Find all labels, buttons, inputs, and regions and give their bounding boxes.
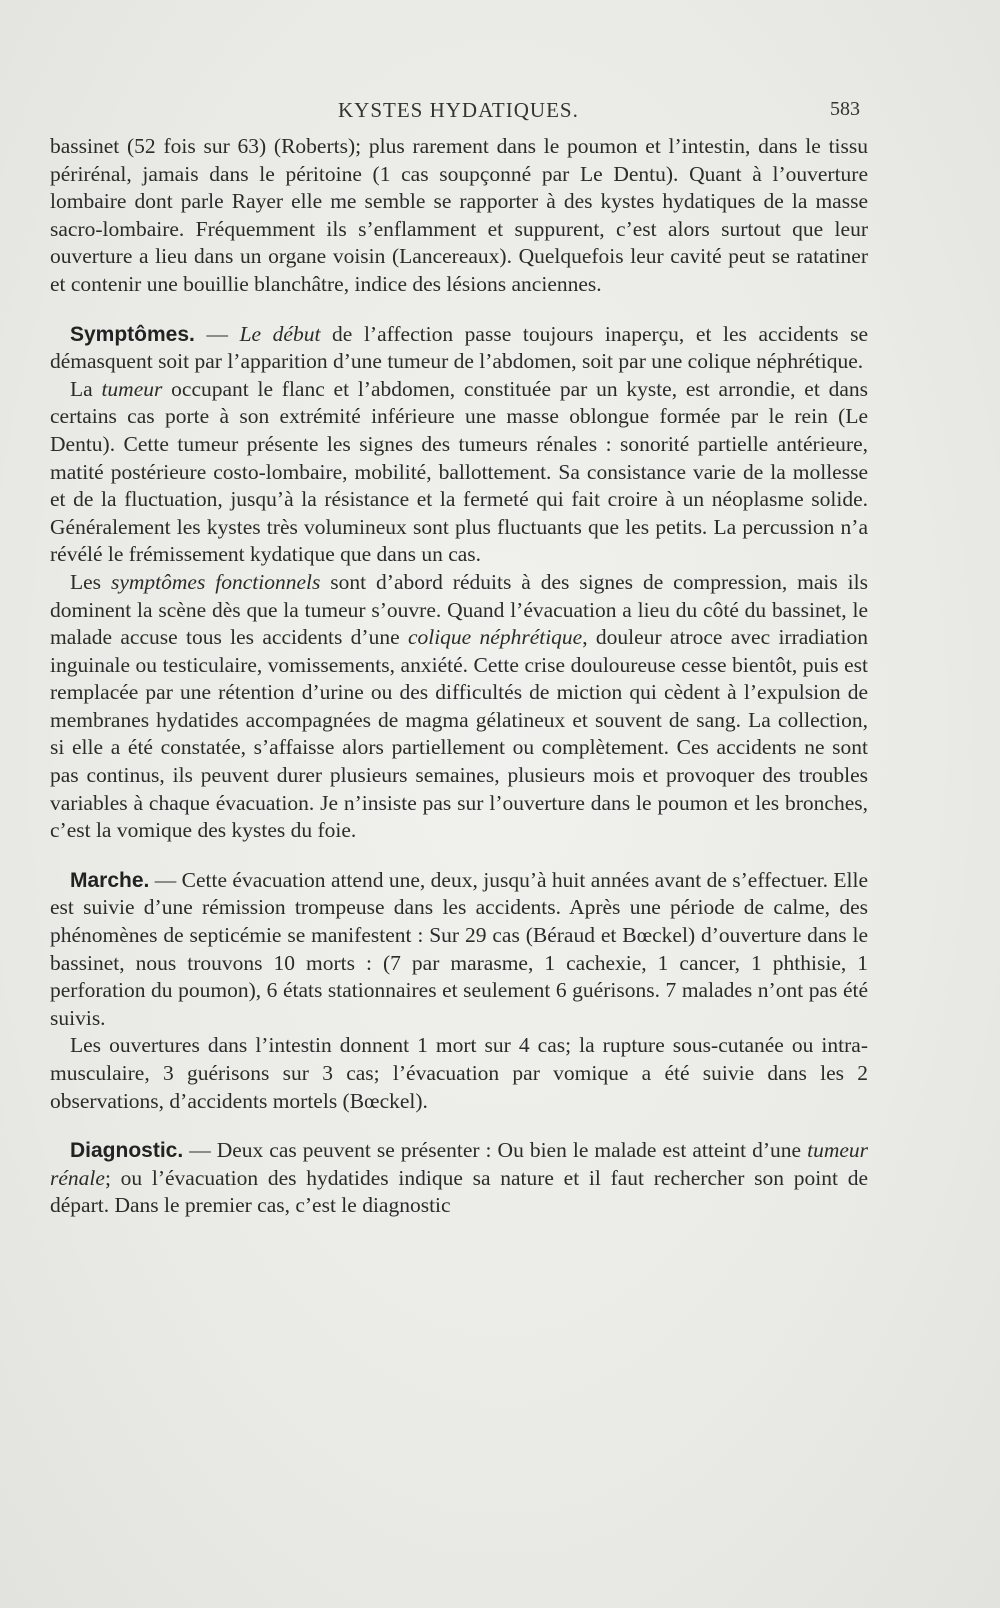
paragraph-tumeur — [50, 376, 868, 569]
page-number: 583 — [830, 98, 860, 120]
em-dash: — — [183, 1138, 217, 1163]
italic-term: tumeur — [101, 376, 163, 401]
section-heading-marche: Marche. — [70, 868, 150, 892]
paragraph-text: de l’affection passe toujours inaperçu, et les accidents se démasquent soit par l’apparition d’une tumeur de l’abdomen, soit par une colique néphrétique. — [50, 321, 868, 374]
em-dash: — — [149, 867, 182, 892]
section-heading-symptomes: Symptômes. — [70, 322, 195, 346]
running-header — [0, 98, 1000, 128]
em-dash: — — [194, 321, 240, 346]
paragraph-text: La — [70, 376, 102, 401]
paragraph-text: sont d’abord réduits à des signes de compression, mais ils dominent la scène dès que la tumeur s’ouvre. Quand l’évacuation a lieu du côté du bassinet, le malade accuse tous les accidents d’une — [50, 569, 868, 650]
italic-term: tumeur rénale — [50, 1138, 869, 1190]
italic-term: Le début — [239, 321, 321, 346]
paragraph-text: , douleur atroce avec irradiation inguinale ou testiculaire, vomissements, anxiété. Cette crise douloureuse cesse bientôt, puis est remplacée par une rétention d’urine ou des difficultés de miction qui cèdent à l’expulsion de membranes hydatides accompagnées de magma gélatineux et souvent de sang. La collection, si elle a été constatée, s’affaisse alors partiellement ou complètement. Ces accidents ne sont pas continus, ils peuvent durer plusieurs semaines, plusieurs mois et provoquer des troubles variables à chaque évacuation. Je n’insiste pas sur l’ouverture dans le poumon et les bronches, c’est la vomique des kystes du foie. — [50, 625, 868, 843]
paragraph-text: ; ou l’évacuation des hydatides indique sa nature et il faut rechercher son point de départ. Dans le premier cas, c’est le diagnostic — [50, 1165, 868, 1218]
italic-term: symptômes fonctionnels — [110, 569, 321, 594]
italic-term: colique néphrétique — [407, 625, 583, 650]
running-title: KYSTES HYDATIQUES. — [338, 98, 579, 122]
paragraph-fonctionnels — [50, 569, 868, 845]
paragraph-text: Deux cas peuvent se présenter : Ou bien le malade est atteint d’une — [216, 1138, 808, 1163]
section-heading-diagnostic: Diagnostic. — [70, 1139, 184, 1163]
section-diagnostic — [50, 1137, 868, 1220]
body-text — [50, 133, 868, 1220]
section-symptomes — [50, 321, 868, 376]
paragraph-text: Les — [70, 569, 111, 594]
paragraph-text: Cette évacuation attend une, deux, jusqu’à huit années avant de s’effectuer. Elle est suivie d’une rémission trompeuse dans les accidents. Après une période de calme, des phénomènes de septicémie se manifestent : Sur 29 cas (Béraud et Bœckel) d’ouverture dans le bassinet, nous trouvons 10 morts : (7 par marasme, 1 cachexie, 1 cancer, 1 phthisie, 1 perforation du poumon), 6 états stationnaires et seulement 6 guérisons. 7 malades n’ont pas été suivis. — [50, 867, 868, 1030]
paragraph-continuation: bassinet (52 fois sur 63) (Roberts); plus rarement dans le poumon et l’intestin, dans le tissu périrénal, jamais dans le péritoine (1 cas soupçonné par Le Dentu). Quant à l’ouverture lombaire dont parle Rayer elle me semble se rapporter à des kystes hydatiques de la masse sacro-lombaire. Fréquemment ils s’enflamment et suppurent, c’est alors surtout que leur ouverture a lieu dans un organe voisin (Lancereaux). Quelquefois leur cavité peut se ratatiner et contenir une bouillie blanchâtre, indice des lésions anciennes. — [50, 134, 868, 296]
section-marche — [50, 867, 868, 1033]
paragraph-ouvertures: Les ouvertures dans l’intestin donnent 1 mort sur 4 cas; la rupture sous-cutanée ou intra-musculaire, 3 guérisons sur 3 cas; l’évacuation par vomique a été suivie dans les 2 observations, d’accidents mortels (Bœckel). — [50, 1033, 868, 1113]
paragraph-text: occupant le flanc et l’abdomen, constituée par un kyste, est arrondie, et dans certains cas porte à son extrémité inférieure une masse oblongue formée par le rein (Le Dentu). Cette tumeur présente les signes des tumeurs rénales : sonorité partielle antérieure, matité postérieure costo-lombaire, mobilité, ballottement. Sa consistance varie de la mollesse et de la fluctuation, jusqu’à la résistance et la fermeté qui fait croire à un néoplasme solide. Généralement les kystes très volumineux sont plus fluctuants que les petits. La percussion n’a révélé le frémissement kydatique que dans un cas. — [50, 376, 868, 567]
